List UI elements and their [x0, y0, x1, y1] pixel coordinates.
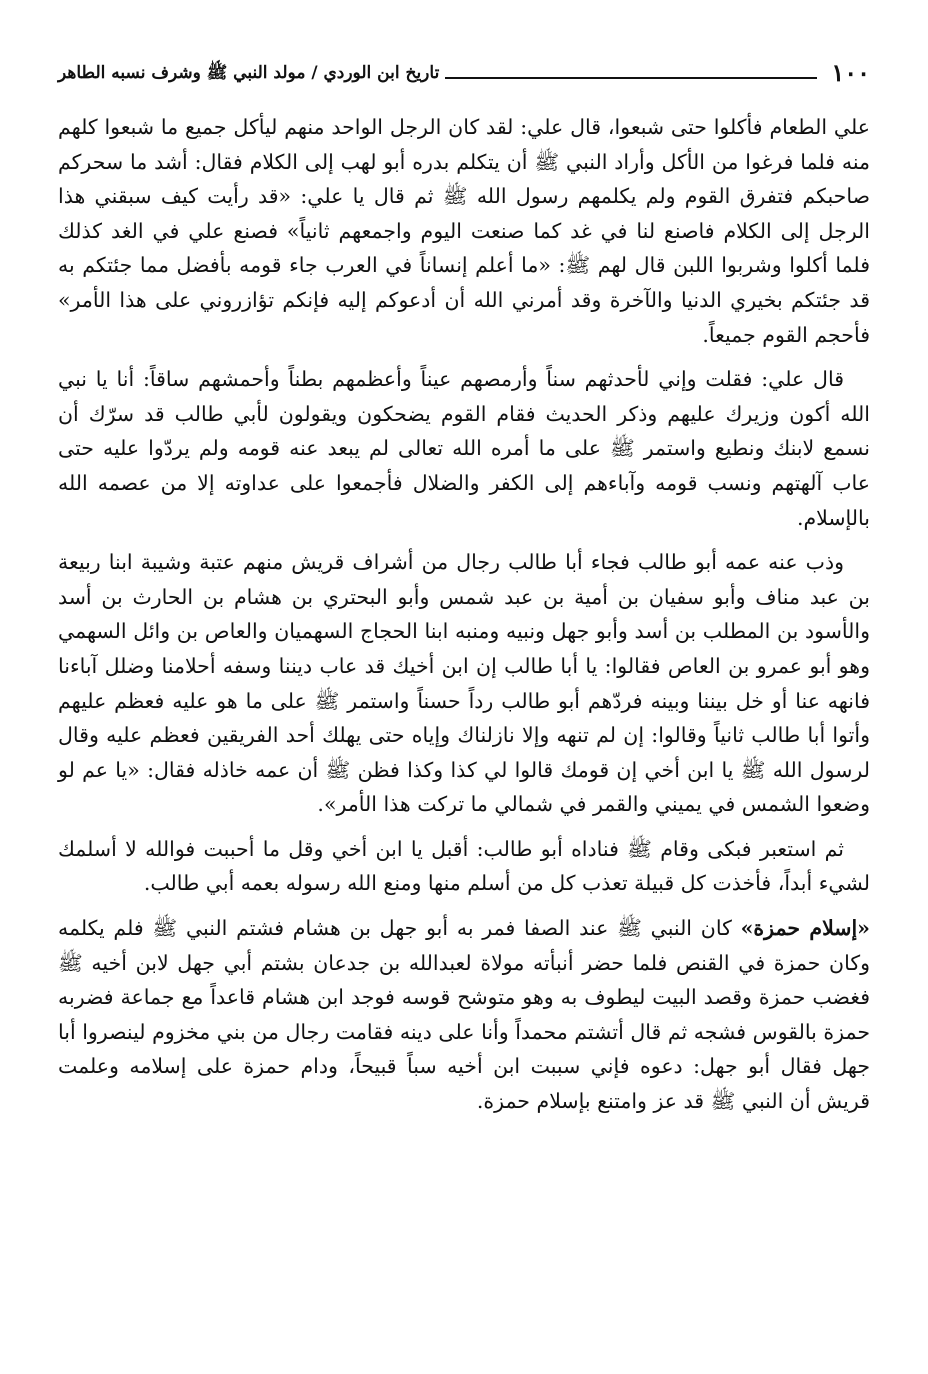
header-rule: [445, 77, 817, 79]
running-header: [58, 48, 870, 88]
book-page: [58, 48, 870, 1348]
paragraph-1-text: علي الطعام فأكلوا حتى شبعوا، قال علي: لقد كان الرجل الواحد منهم ليأكل جميع ما شبعوا كلهم منه فلما فرغوا من الأكل وأراد النبي ﷺ أن يتكلم بدره أبو لهب إلى الكلام فقال: أشد ما سحركم صاحبكم فتفرق القوم ولم يكلمهم رسول الله ﷺ ثم قال يا علي: «قد رأيت كيف سبقني هذا الرجل إلى الكلام فاصنع لنا في غد كما صنعت اليوم واجمعهم ثانياً» فصنع علي في الغد كذلك فلما أكلوا وشربوا اللبن قال لهم ﷺ: «ما أعلم إنساناً في العرب جاء قومه بأفضل مما جئتكم به قد جئتكم بخيري الدنيا والآخرة وقد أمرني الله أن أدعوكم إليه فإنكم تؤازروني على هذا الأمر» فأحجم القوم جميعاً.: [58, 115, 870, 347]
section-title-hamza: «إسلام حمزة»: [740, 916, 870, 941]
running-title: تاريخ ابن الوردي / مولد النبي ﷺ وشرف نسبه الطاهر: [58, 63, 440, 83]
paragraph-4-text: ثم استعبر فبكى وقام ﷺ فناداه أبو طالب: أقبل يا ابن أخي وقل ما أحببت فوالله لا أسلمك لشيء أبداً، فأخذت كل قبيلة تعذب كل من أسلم منها ومنع الله رسوله بعمه أبي طالب.: [58, 836, 870, 896]
paragraph-2-text: قال علي: فقلت وإني لأحدثهم سناً وأرمصهم عيناً وأعظمهم بطناً وأحمشهم ساقاً: أنا يا نبي الله أكون وزيرك عليهم وذكر الحديث فقام القوم يضحكون ويقولون لأبي طالب قد سرّك أن نسمع لابنك ونطيع واستمر ﷺ على ما أمره الله تعالى لم يبعد عنه قومه ولم يردّوا عليه حتى عاب آلهتهم ونسب قومه وآباءهم إلى الكفر والضلال فأجمعوا على عداوته إلا من عصمه الله بالإسلام.: [58, 367, 870, 530]
paragraph-2: [58, 362, 870, 535]
paragraph-3: [58, 545, 870, 822]
paragraph-3-text: وذب عنه عمه أبو طالب فجاء أبا طالب رجال من أشراف قريش منهم عتبة وشيبة ابنا ربيعة بن عبد مناف وأبو سفيان بن أمية بن عبد شمس وأبو البحتري بن هشام بن الحارث بن أسد والأسود بن المطلب بن أسد وأبو جهل ونبيه ومنبه ابنا الحجاج السهميان والعاص بن وائل السهمي وهو أبو عمرو بن العاص فقالوا: يا أبا طالب إن ابن أخيك قد عاب ديننا وسفه أحلامنا وضلل آباءنا فانهه عنا أو خل بيننا وبينه فردّهم أبو طالب رداً حسناً واستمر ﷺ على ما هو عليه فعظم عليهم وأتوا أبا طالب ثانياً وقالوا: إن لم تنهه وإلا نازلناك وإياه حتى يهلك أحد الفريقين فعظم عليه وقال لرسول الله ﷺ يا ابن أخي إن قومك قالوا لي كذا وكذا فظن ﷺ أن عمه خاذله فقال: «يا عم لو وضعوا الشمس في يميني والقمر في شمالي ما تركت هذا الأمر».: [58, 550, 870, 817]
paragraph-1: [58, 110, 870, 352]
paragraph-5: [58, 911, 870, 1119]
body-text: [58, 110, 870, 1119]
page-number: ١٠٠: [831, 58, 870, 87]
paragraph-5-text: كان النبي ﷺ عند الصفا فمر به أبو جهل بن هشام فشتم النبي ﷺ فلم يكلمه وكان حمزة في القنص فلما حضر أنبأته مولاة لعبدالله بن جدعان بشتم أبي جهل لابن أخيه ﷺ فغضب حمزة وقصد البيت ليطوف به وهو متوشح قوسه فوجد ابن هشام قاعداً مع جماعة فضربه حمزة بالقوس فشجه ثم قال أتشتم محمداً وأنا على دينه فقامت رجال من بني مخزوم لينصروا أبا جهل فقال أبو جهل: دعوه فإني سببت ابن أخيه سباً قبيحاً، ودام حمزة على إسلامه وعلمت قريش أن النبي ﷺ قد عز وامتنع بإسلام حمزة.: [58, 916, 870, 1114]
paragraph-4: [58, 832, 870, 901]
